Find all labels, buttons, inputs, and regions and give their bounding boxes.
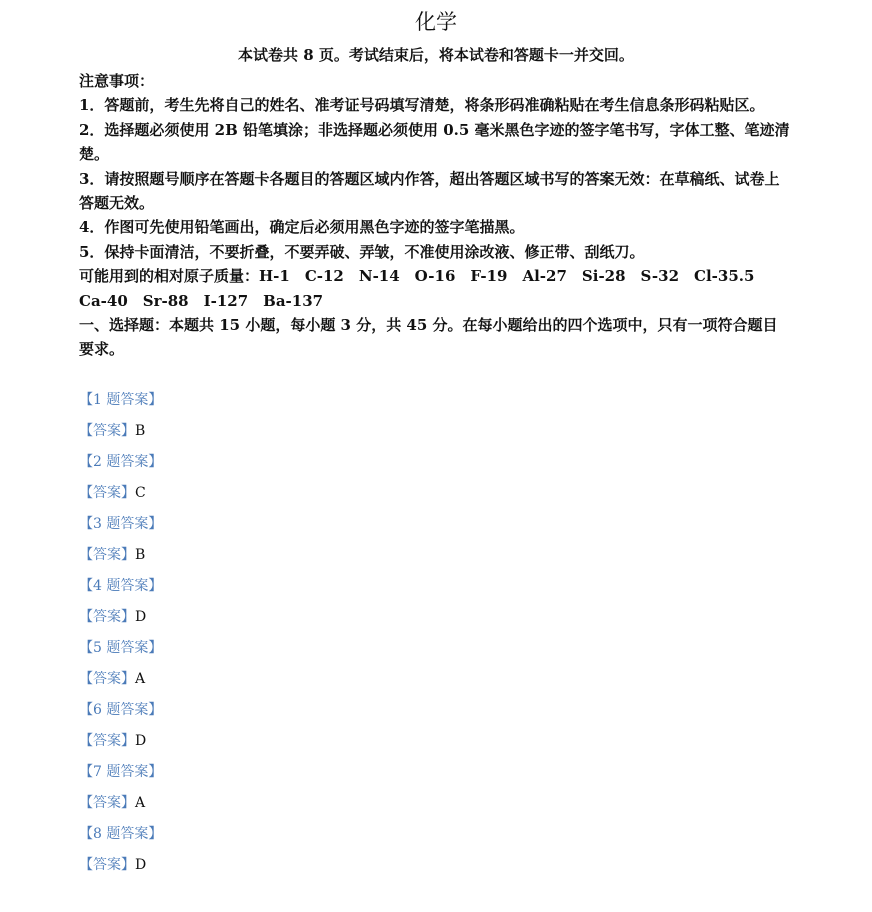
answer-value: D — [135, 857, 147, 873]
answer-value: B — [135, 423, 146, 439]
answer-row — [79, 854, 162, 885]
answer-value: C — [135, 485, 146, 501]
answer-list — [79, 389, 162, 885]
question-header: 【8 题答案】 — [79, 826, 163, 842]
question-header: 【5 题答案】 — [79, 640, 163, 656]
answer-value: A — [135, 795, 146, 811]
answer-row — [79, 606, 162, 637]
answer-label: 【答案】 — [79, 485, 135, 501]
answer-label: 【答案】 — [79, 857, 135, 873]
answer-label: 【答案】 — [79, 795, 135, 811]
answer-row — [79, 730, 162, 761]
answer-value: D — [135, 609, 147, 625]
question-header: 【3 题答案】 — [79, 516, 163, 532]
question-header: 【2 题答案】 — [79, 454, 163, 470]
notes-heading: 注意事项： — [79, 72, 155, 90]
note-item: 1．答题前，考生先将自己的姓名、准考证号码填写清楚，将条形码准确粘贴在考生信息条形码粘贴区。 — [79, 96, 765, 115]
question-header: 【1 题答案】 — [79, 392, 163, 408]
note-item: 5．保持卡面清洁，不要折叠，不要弄破、弄皱，不准使用涂改液、修正带、刮纸刀。 — [79, 242, 645, 261]
answer-value: D — [135, 733, 147, 749]
answer-label: 【答案】 — [79, 733, 135, 749]
question-header: 【6 题答案】 — [79, 702, 163, 718]
note-item: 2．选择题必须使用 2B 铅笔填涂；非选择题必须使用 0.5 毫米黑色字迹的签字笔书写，字体工整、笔迹清楚。 — [79, 120, 790, 164]
answer-row — [79, 420, 162, 451]
answer-label: 【答案】 — [79, 609, 135, 625]
page-title: 化学 — [415, 10, 457, 34]
atomic-masses: 可能用到的相对原子质量：H-1 C-12 N-14 O-16 F-19 Al-27 Si-28 S-32 Cl-35.5 Ca-40 Sr-88 I-127 Ba-137 — [79, 267, 770, 310]
question-header: 【4 题答案】 — [79, 578, 163, 594]
note-item: 4．作图可先使用铅笔画出，确定后必须用黑色字迹的签字笔描黑。 — [79, 218, 525, 237]
answer-value: A — [135, 671, 146, 687]
answer-row — [79, 482, 162, 513]
answer-label: 【答案】 — [79, 671, 135, 687]
answer-label: 【答案】 — [79, 423, 135, 439]
answer-row — [79, 544, 162, 575]
answer-label: 【答案】 — [79, 547, 135, 563]
answer-row — [79, 668, 162, 699]
section-heading: 一、选择题：本题共 15 小题，每小题 3 分，共 45 分。在每小题给出的四个选项中，只有一项符合题目要求。 — [79, 316, 778, 359]
answer-row — [79, 792, 162, 823]
note-item: 3．请按照题号顺序在答题卡各题目的答题区域内作答，超出答题区域书写的答案无效：在草稿纸、试卷上答题无效。 — [79, 169, 780, 213]
answer-value: B — [135, 547, 146, 563]
subtitle: 本试卷共 8 页。考试结束后，将本试卷和答题卡一并交回。 — [238, 46, 634, 64]
question-header: 【7 题答案】 — [79, 764, 163, 780]
instructions — [79, 69, 791, 362]
